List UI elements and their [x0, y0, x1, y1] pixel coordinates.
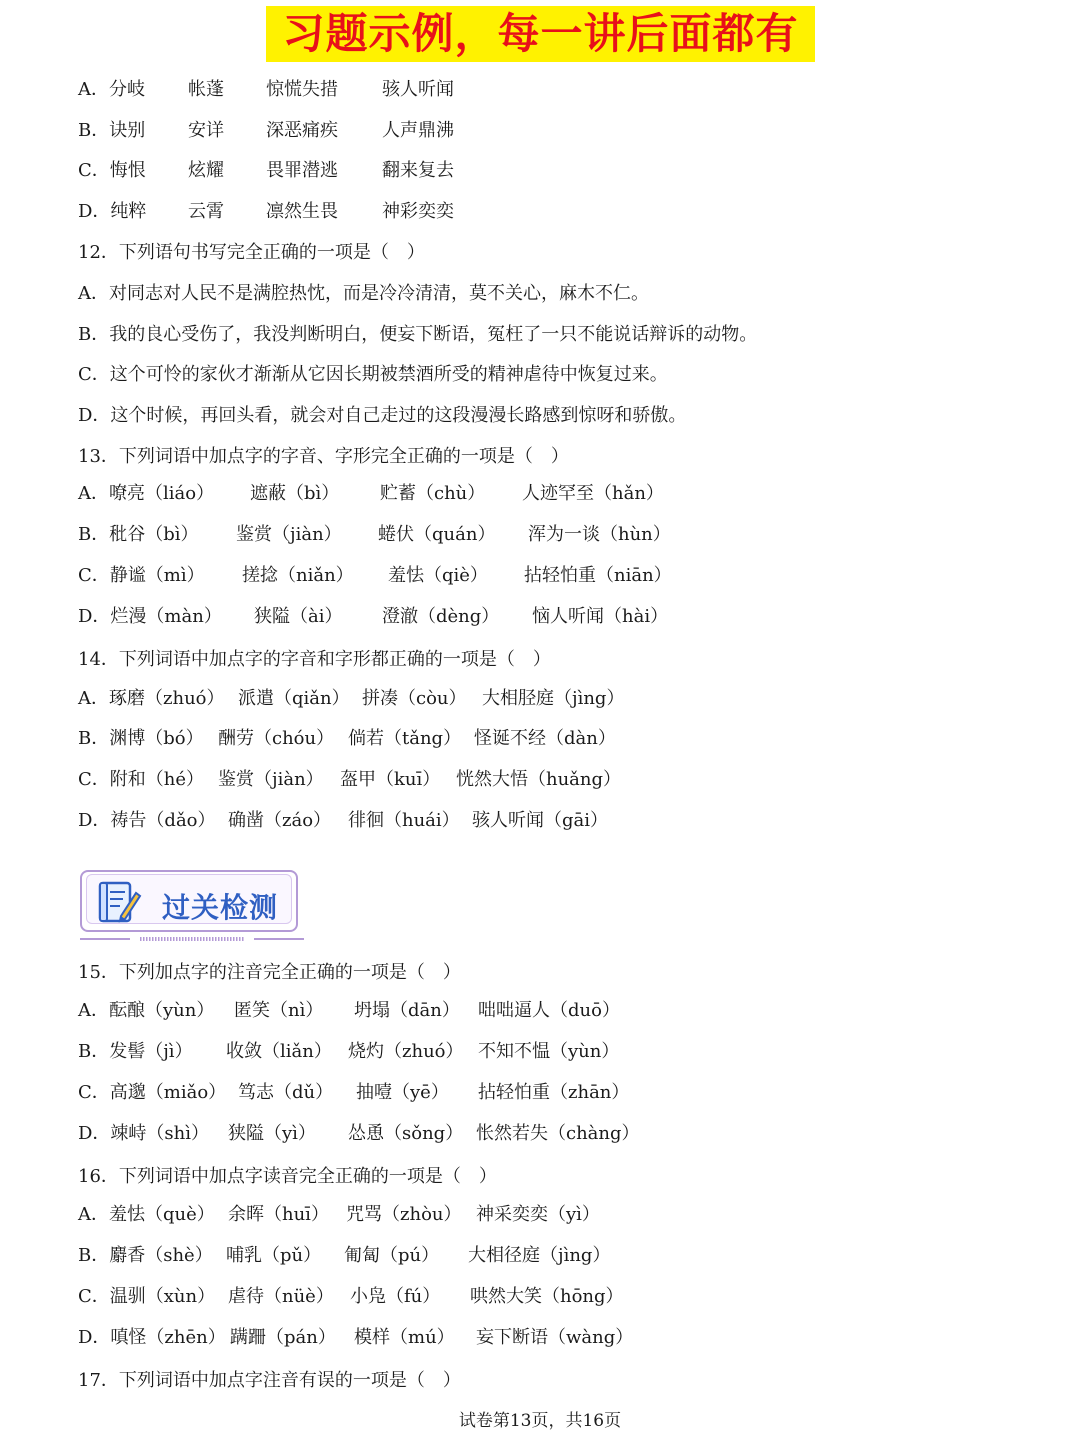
option-term: 收敛（liǎn）	[226, 1041, 332, 1062]
option-term: 哄然大笑（hōng）	[470, 1286, 624, 1307]
option-term: 恍然大悟（huǎng）	[456, 769, 622, 790]
option-term: 恼人听闻（hài）	[532, 606, 669, 627]
line-lead-text: C．静谧（mì）	[78, 565, 205, 586]
badge-label: 过关检测	[162, 891, 279, 924]
option-term: 大相径庭（jìng）	[468, 1245, 611, 1266]
option-term: 怂恿（sǒng）	[348, 1123, 464, 1144]
option-term: 盔甲（kuī）	[340, 769, 441, 790]
banner-title: 习题示例，每一讲后面都有	[282, 9, 799, 58]
line-lead-text: 15．下列加点字的注音完全正确的一项是（ ）	[78, 962, 461, 983]
line-lead-text: D．这个时候，再回头看，就会对自己走过的这段漫漫长路感到惊呀和骄傲。	[78, 405, 687, 426]
line-lead-text: B．渊博（bó）	[78, 728, 204, 749]
option-term: 深恶痛疾	[266, 120, 338, 141]
line-lead-text: C．悔恨	[78, 160, 146, 181]
option-term: 遮蔽（bì）	[250, 483, 340, 504]
option-term: 笃志（dǔ）	[238, 1082, 334, 1103]
line-lead-text: B．诀别	[78, 120, 146, 141]
option-term: 凛然生畏	[266, 201, 338, 222]
option-term: 咒骂（zhòu）	[346, 1204, 462, 1225]
option-term: 匍匐（pú）	[344, 1245, 440, 1266]
line-lead-text: 13．下列词语中加点字的字音、字形完全正确的一项是（ ）	[78, 446, 569, 467]
option-term: 大相胫庭（jìng）	[482, 688, 625, 709]
line-lead-text: 16．下列词语中加点字读音完全正确的一项是（ ）	[78, 1166, 497, 1187]
section-badge	[80, 868, 304, 936]
notepad-pencil-icon	[94, 878, 142, 926]
option-term: 狭隘（yì）	[228, 1123, 316, 1144]
option-term: 畏罪潜逃	[266, 160, 338, 181]
line-lead-text: C．这个可怜的家伙才渐渐从它因长期被禁酒所受的精神虐待中恢复过来。	[78, 364, 668, 385]
line-lead-text: B．发髻（jì）	[78, 1041, 193, 1062]
option-term: 安详	[188, 120, 224, 141]
option-term: 抽噎（yē）	[356, 1082, 449, 1103]
line-lead-text: D．纯粹	[78, 201, 147, 222]
option-term: 徘徊（huái）	[348, 810, 460, 831]
option-term: 怅然若失（chàng）	[476, 1123, 640, 1144]
option-term: 狭隘（ài）	[254, 606, 343, 627]
option-term: 云霄	[188, 201, 224, 222]
line-lead-text: A．嘹亮（liáo）	[78, 483, 215, 504]
option-term: 神采奕奕（yì）	[476, 1204, 600, 1225]
option-term: 贮蓄（chù）	[380, 483, 486, 504]
option-term: 酬劳（chóu）	[218, 728, 335, 749]
option-term: 炫耀	[188, 160, 224, 181]
line-lead-text: B．秕谷（bì）	[78, 524, 199, 545]
line-lead-text: D．祷告（dǎo）	[78, 810, 216, 831]
option-term: 蹒跚（pán）	[230, 1327, 336, 1348]
option-term: 搓捻（niǎn）	[242, 565, 354, 586]
option-term: 惊慌失措	[266, 79, 338, 100]
line-lead-text: A．对同志对人民不是满腔热忱，而是冷冷清清，莫不关心，麻木不仁。	[78, 283, 649, 304]
line-lead-text: A．琢磨（zhuó）	[78, 688, 225, 709]
option-term: 倘若（tǎng）	[348, 728, 462, 749]
line-lead-text: D．烂漫（màn）	[78, 606, 222, 627]
option-term: 骇人听闻（gāi）	[472, 810, 609, 831]
option-term: 虐待（nüè）	[228, 1286, 334, 1307]
option-term: 鉴赏（jiàn）	[236, 524, 342, 545]
line-lead-text: A．羞怯（què）	[78, 1204, 215, 1225]
line-lead-text: D．嗔怪（zhēn）	[78, 1327, 226, 1348]
line-lead-text: 17．下列词语中加点字注音有误的一项是（ ）	[78, 1370, 461, 1391]
option-term: 妄下断语（wàng）	[476, 1327, 634, 1348]
line-lead-text: B．我的良心受伤了，我没判断明白，便妄下断语，冤枉了一只不能说话辩诉的动物。	[78, 324, 758, 345]
option-term: 坍塌（dān）	[354, 1000, 460, 1021]
option-term: 骇人听闻	[382, 79, 454, 100]
option-term: 蜷伏（quán）	[378, 524, 496, 545]
page-footer: 试卷第13页，共16页	[458, 1411, 622, 1431]
option-term: 澄澈（dèng）	[382, 606, 500, 627]
title-banner	[266, 6, 815, 62]
option-term: 匿笑（nì）	[234, 1000, 324, 1021]
line-lead-text: C．高邈（miǎo）	[78, 1082, 227, 1103]
line-lead-text: C．温驯（xùn）	[78, 1286, 216, 1307]
option-term: 烧灼（zhuó）	[348, 1041, 464, 1062]
option-term: 羞怯（qiè）	[388, 565, 488, 586]
option-term: 拈轻怕重（niān）	[524, 565, 672, 586]
option-term: 余晖（huī）	[228, 1204, 329, 1225]
line-lead-text: A．酝酿（yùn）	[78, 1000, 215, 1021]
option-term: 浑为一谈（hùn）	[528, 524, 671, 545]
line-lead-text: A．分岐	[78, 79, 145, 100]
option-term: 咄咄逼人（duō）	[478, 1000, 620, 1021]
option-term: 小凫（fú）	[350, 1286, 441, 1307]
option-term: 哺乳（pǔ）	[226, 1245, 322, 1266]
option-term: 确凿（záo）	[228, 810, 332, 831]
line-lead-text: C．附和（hé）	[78, 769, 205, 790]
option-term: 拈轻怕重（zhān）	[478, 1082, 630, 1103]
option-term: 不知不愠（yùn）	[478, 1041, 620, 1062]
option-term: 翻来复去	[382, 160, 454, 181]
option-term: 神彩奕奕	[382, 201, 454, 222]
badge-underline	[80, 936, 304, 942]
option-term: 人声鼎沸	[382, 120, 454, 141]
option-term: 模样（mú）	[354, 1327, 455, 1348]
option-term: 派遣（qiǎn）	[238, 688, 350, 709]
line-lead-text: 14．下列词语中加点字的字音和字形都正确的一项是（ ）	[78, 649, 551, 670]
option-term: 帐蓬	[188, 79, 224, 100]
option-term: 人迹罕至（hǎn）	[522, 483, 664, 504]
option-term: 怪诞不经（dàn）	[474, 728, 616, 749]
line-lead-text: B．麝香（shè）	[78, 1245, 213, 1266]
option-term: 鉴赏（jiàn）	[218, 769, 324, 790]
line-lead-text: D．竦峙（shì）	[78, 1123, 210, 1144]
option-term: 拼凑（còu）	[362, 688, 467, 709]
line-lead-text: 12．下列语句书写完全正确的一项是（ ）	[78, 242, 425, 263]
